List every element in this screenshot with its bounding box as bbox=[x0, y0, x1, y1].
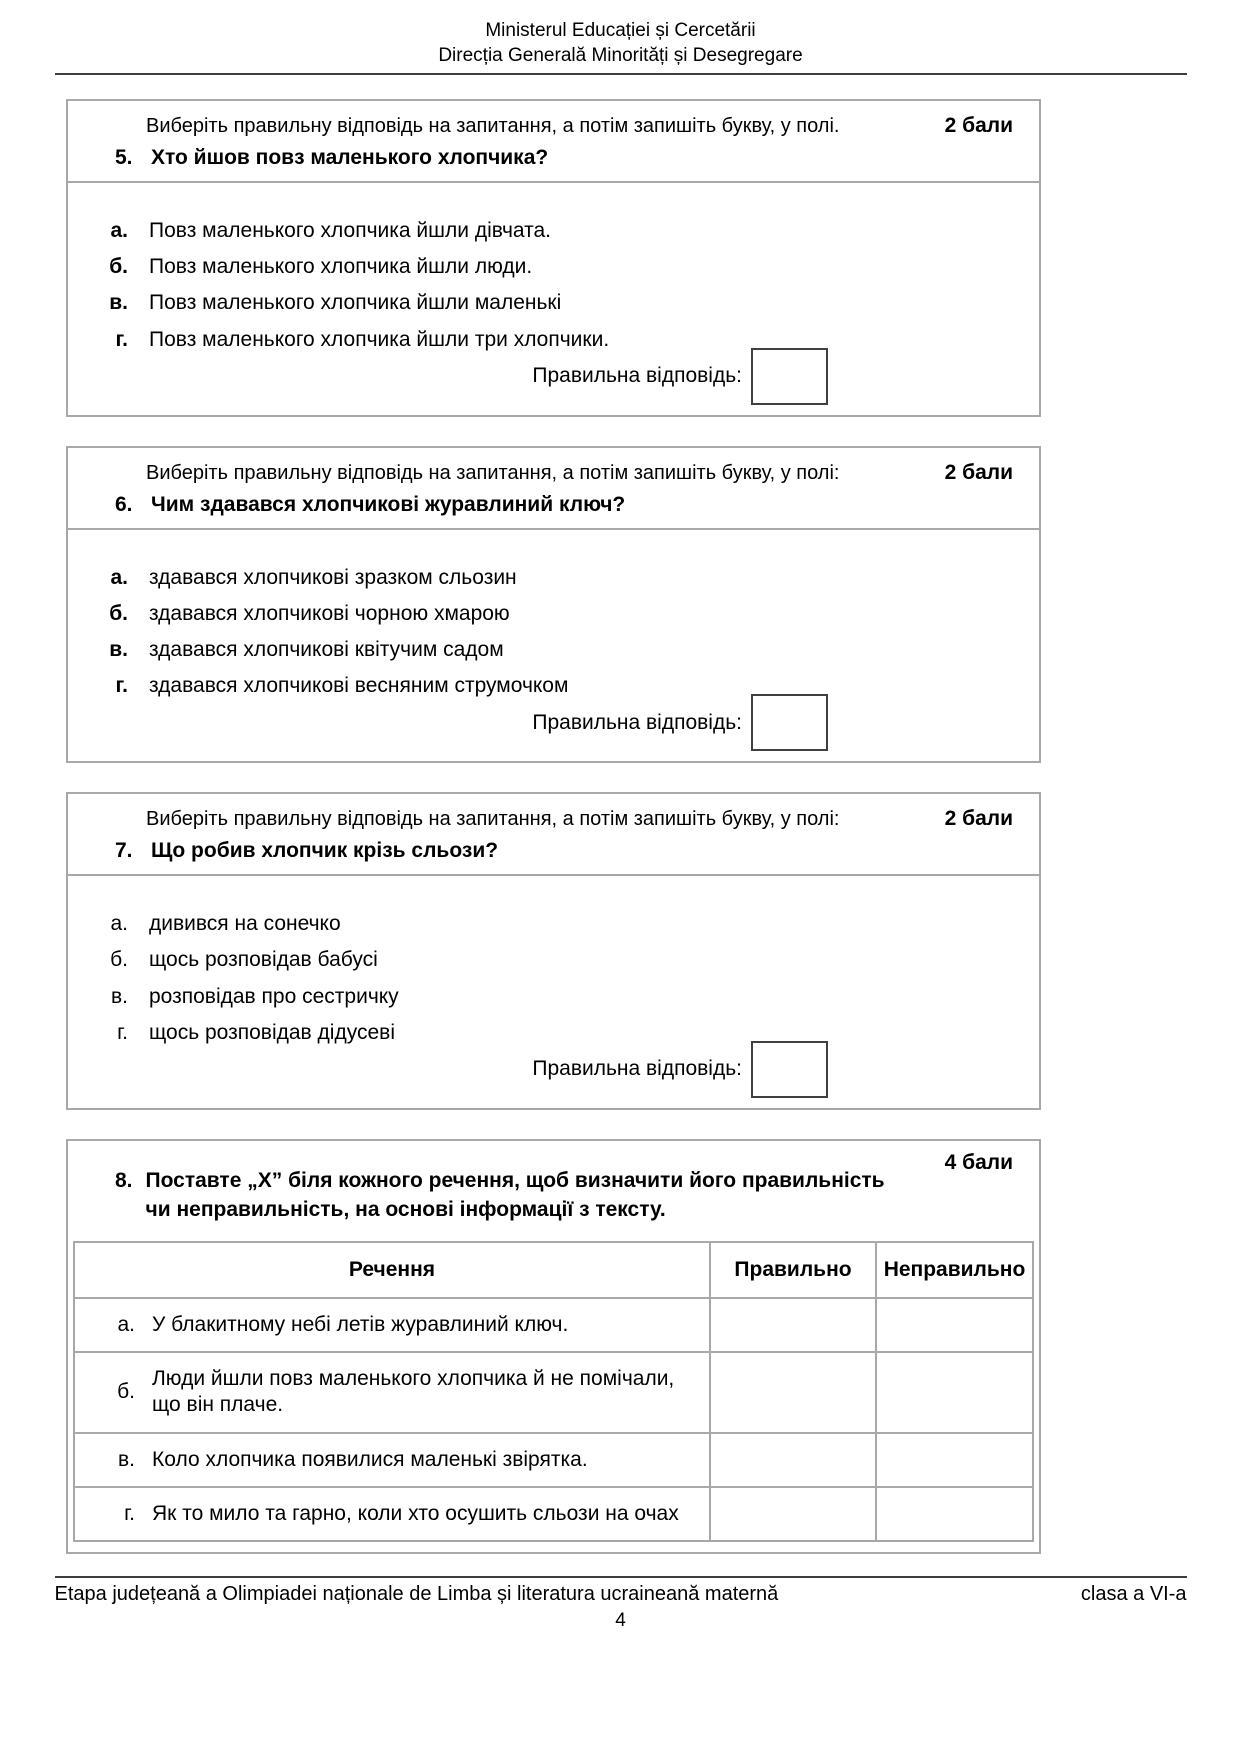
question-5-options-area bbox=[68, 181, 1039, 415]
option-text: щось розповідав бабусі bbox=[149, 948, 378, 972]
incorrect-mark-cell-g[interactable] bbox=[875, 1488, 1032, 1540]
row-text: Як то мило та гарно, коли хто осушить сльози на очах bbox=[152, 1501, 679, 1525]
row-letter: в. bbox=[118, 1447, 135, 1471]
question-5-top bbox=[68, 101, 1039, 181]
option-text: здавався хлопчикові зразком сльозин bbox=[149, 565, 517, 589]
option-letter: г. bbox=[117, 1020, 128, 1044]
option-letter: б. bbox=[109, 255, 128, 279]
option-letter: г. bbox=[115, 327, 128, 351]
option-letter: б. bbox=[109, 601, 128, 625]
task-8-top bbox=[68, 1141, 1039, 1237]
row-text: У блакитному небі летів журавлиний ключ. bbox=[152, 1312, 569, 1336]
q5-answer-box[interactable] bbox=[751, 348, 828, 405]
header-line-2: Direcția Generală Minorități și Desegregare bbox=[438, 45, 803, 67]
q6-answer-row bbox=[94, 694, 1013, 751]
q7-answer-box[interactable] bbox=[751, 1041, 828, 1098]
option-text: Повз маленького хлопчика йшли маленькі bbox=[149, 291, 562, 315]
q5-option-b bbox=[94, 255, 1013, 279]
question-6-options-area bbox=[68, 528, 1039, 762]
task8-prompt: Поставте „Х” біля кожного речення, щоб визначити його правильність чи неправильність, на основі інформації з тексту. bbox=[145, 1168, 885, 1221]
question-7-options-area bbox=[68, 874, 1039, 1108]
question-7-block bbox=[66, 792, 1041, 1110]
q7-number: 7. bbox=[115, 839, 133, 863]
question-6-block bbox=[66, 446, 1041, 764]
table-row-v bbox=[75, 1432, 1032, 1486]
question-6-top bbox=[68, 448, 1039, 528]
option-letter: а. bbox=[110, 219, 128, 243]
task-8-block bbox=[66, 1139, 1041, 1554]
option-text: Повз маленького хлопчика йшли дівчата. bbox=[149, 219, 552, 243]
option-letter: г. bbox=[115, 674, 128, 698]
question-7-top bbox=[68, 794, 1039, 874]
task8-table bbox=[73, 1241, 1034, 1542]
task8-number: 8. bbox=[115, 1168, 133, 1192]
q5-answer-label: Правильна відповідь: bbox=[532, 364, 742, 388]
row-letter: г. bbox=[124, 1501, 135, 1525]
q7-points-badge: 2 бали bbox=[944, 807, 1013, 831]
q5-instruction: Виберіть правильну відповідь на запитання, а потім запишіть букву, у полі. bbox=[146, 115, 840, 138]
q6-title: Чим здавався хлопчикові журавлиний ключ? bbox=[151, 492, 626, 516]
correct-mark-cell-v[interactable] bbox=[709, 1434, 875, 1486]
footer-right-text: clasa a VI-a bbox=[1080, 1583, 1187, 1606]
q5-option-a bbox=[94, 219, 1013, 243]
option-text: здавався хлопчикові квітучим садом bbox=[149, 638, 504, 661]
q5-answer-row bbox=[94, 348, 1013, 405]
row-letter: а. bbox=[117, 1312, 135, 1336]
option-letter: в. bbox=[109, 638, 128, 661]
correct-mark-cell-a[interactable] bbox=[709, 1299, 875, 1351]
q7-instruction: Виберіть правильну відповідь на запитання, а потім запишіть букву, у полі: bbox=[146, 808, 840, 831]
table-header-sentence: Речення bbox=[348, 1257, 436, 1281]
question-5-title-row bbox=[94, 146, 1013, 170]
q5-number: 5. bbox=[115, 146, 133, 170]
question-7-instruction-row bbox=[94, 807, 1013, 831]
option-text: дивився на сонечко bbox=[149, 912, 341, 936]
q6-option-v bbox=[94, 638, 1013, 662]
option-letter: б. bbox=[110, 948, 128, 972]
page-number: 4 bbox=[615, 1610, 626, 1632]
q7-answer-label: Правильна відповідь: bbox=[532, 1057, 742, 1081]
q7-option-a bbox=[94, 912, 1013, 936]
table-row-a bbox=[75, 1297, 1032, 1351]
correct-mark-cell-b[interactable] bbox=[709, 1353, 875, 1432]
option-letter: в. bbox=[111, 984, 128, 1008]
q7-title: Що робив хлопчик крізь сльози? bbox=[151, 839, 499, 863]
row-letter: б. bbox=[117, 1380, 135, 1404]
option-letter: а. bbox=[110, 565, 128, 589]
row-text: Люди йшли повз маленького хлопчика й не помічали, що він плаче. bbox=[152, 1367, 675, 1417]
header-line-1: Ministerul Educației și Cercetării bbox=[485, 20, 756, 41]
option-text: Повз маленького хлопчика йшли люди. bbox=[149, 255, 533, 279]
task8-prompt-row bbox=[94, 1167, 1013, 1225]
q5-option-v bbox=[94, 291, 1013, 315]
question-5-block bbox=[66, 99, 1041, 417]
q5-points-badge: 2 бали bbox=[944, 114, 1013, 138]
sentence-cell-v bbox=[75, 1434, 709, 1486]
option-letter: а. bbox=[110, 912, 128, 936]
q7-option-b bbox=[94, 948, 1013, 972]
table-row-b bbox=[75, 1351, 1032, 1432]
option-text: здавався хлопчикові весняним струмочком bbox=[149, 674, 569, 698]
row-text: Коло хлопчика появилися маленькі звірятка. bbox=[152, 1447, 588, 1471]
incorrect-mark-cell-a[interactable] bbox=[875, 1299, 1032, 1351]
sentence-cell-b bbox=[75, 1353, 709, 1432]
q7-option-v bbox=[94, 985, 1013, 1009]
question-7-title-row bbox=[94, 839, 1013, 863]
q7-answer-row bbox=[94, 1041, 1013, 1098]
option-text: щось розповідав дідусеві bbox=[149, 1020, 395, 1044]
incorrect-mark-cell-b[interactable] bbox=[875, 1353, 1032, 1432]
task8-points-badge: 4 бали bbox=[944, 1150, 1013, 1174]
table-header-incorrect: Неправильно bbox=[875, 1243, 1032, 1297]
option-text: Повз маленького хлопчика йшли три хлопчики. bbox=[149, 327, 610, 351]
option-text: розповідав про сестричку bbox=[149, 984, 399, 1008]
doc-header bbox=[55, 0, 1187, 75]
option-text: здавався хлопчикові чорною хмарою bbox=[149, 601, 510, 625]
q6-points-badge: 2 бали bbox=[944, 460, 1013, 484]
q6-instruction: Виберіть правильну відповідь на запитання, а потім запишіть букву, у полі: bbox=[146, 461, 840, 484]
doc-footer bbox=[55, 1576, 1187, 1632]
question-6-title-row bbox=[94, 493, 1013, 517]
sentence-cell-a bbox=[75, 1299, 709, 1351]
footer-left-text: Etapa județeană a Olimpiadei naționale de Limba și literatura ucraineană maternă bbox=[54, 1583, 779, 1606]
q5-title: Хто йшов повз маленького хлопчика? bbox=[151, 146, 549, 170]
option-letter: в. bbox=[109, 291, 128, 315]
table-row-g bbox=[75, 1486, 1032, 1540]
table-header-correct: Правильно bbox=[709, 1243, 875, 1297]
q6-answer-box[interactable] bbox=[751, 694, 828, 751]
q6-answer-label: Правильна відповідь: bbox=[532, 710, 742, 734]
q6-number: 6. bbox=[115, 492, 133, 516]
question-6-instruction-row bbox=[94, 461, 1013, 485]
footer-row bbox=[55, 1583, 1187, 1606]
question-5-instruction-row bbox=[94, 114, 1013, 138]
q6-option-a bbox=[94, 566, 1013, 590]
incorrect-mark-cell-v[interactable] bbox=[875, 1434, 1032, 1486]
correct-mark-cell-g[interactable] bbox=[709, 1488, 875, 1540]
sentence-cell-g bbox=[75, 1488, 709, 1540]
q6-option-b bbox=[94, 602, 1013, 626]
table-header-row bbox=[75, 1243, 1032, 1297]
